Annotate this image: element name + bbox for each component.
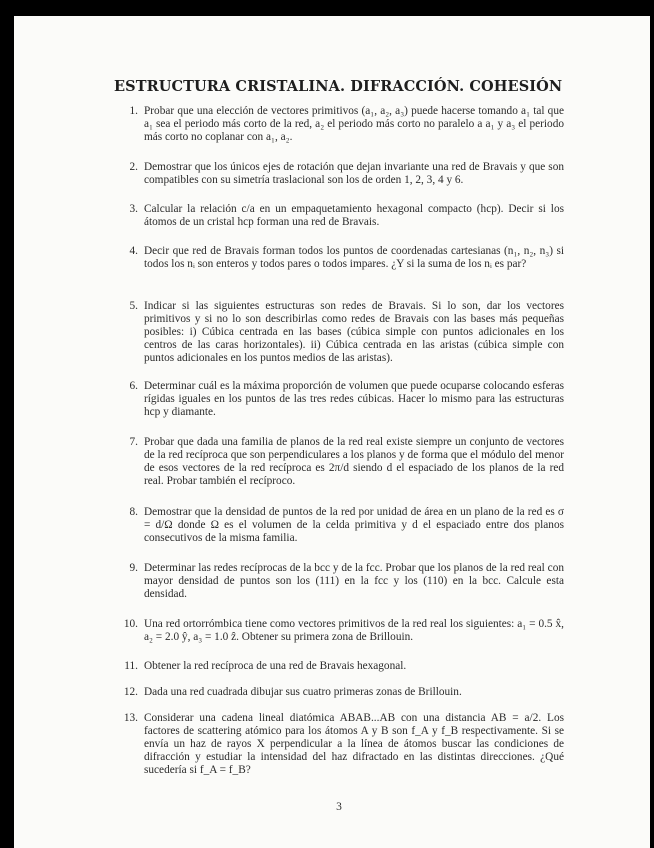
problem-number: 6. — [129, 380, 138, 392]
problem-text: Calcular la relación c/a en un empaquetamiento hexagonal compacto (hcp). Decir si los átomos de un cristal hcp forman una red de Bravais. — [144, 203, 564, 228]
problem-number: 9. — [129, 562, 138, 574]
problem-text: Indicar si las siguientes estructuras son redes de Bravais. Si lo son, dar los vectores primitivos y si no lo son describirlas como redes de Bravais con las bases más pequeñas posibles: i) Cúbica centrada en las bases (cúbica simple con puntos adicionales en los centros de las caras horizontales). ii) Cúbica centrada en las aristas (cúbica simple con puntos adicionales en los puntos medios de las aristas). — [144, 300, 564, 364]
problem-list — [14, 16, 650, 848]
problem-text: Demostrar que la densidad de puntos de la red por unidad de área en un plano de la red es σ = d/Ω donde Ω es el volumen de la celda primitiva y d el espaciado entre dos planos consecutivos de la misma familia. — [144, 506, 564, 544]
problem-text: Determinar cuál es la máxima proporción de volumen que puede ocuparse colocando esferas rígidas iguales en los puntos de las tres redes cúbicas. Hacer lo mismo para las estructuras hcp y diamante. — [144, 380, 564, 418]
problem-text: Probar que una elección de vectores primitivos (a₁, a₂, a₃) puede hacerse tomando a₁ tal que a₁ sea el periodo más corto de la red, a₂ el periodo más corto no paralelo a a₁ y a₃ el periodo más corto no coplanar con a₁, a₂. — [144, 105, 564, 143]
document-page — [14, 16, 650, 848]
problem-number: 3. — [129, 203, 138, 215]
problem-text: Determinar las redes recíprocas de la bcc y de la fcc. Probar que los planos de la red real con mayor densidad de puntos son los (111) en la fcc y los (110) en la bcc. Calcule esta densidad. — [144, 562, 564, 600]
problem-text: Obtener la red recíproca de una red de Bravais hexagonal. — [144, 660, 407, 672]
page-title: ESTRUCTURA CRISTALINA. DIFRACCIÓN. COHESIÓN — [114, 78, 563, 95]
problem-text: Dada una red cuadrada dibujar sus cuatro primeras zonas de Brillouin. — [144, 686, 462, 698]
problem-number: 11. — [124, 660, 138, 672]
problem-number: 1. — [129, 105, 138, 117]
problem-number: 8. — [129, 506, 138, 518]
problem-number: 12. — [123, 686, 138, 698]
page-number: 3 — [336, 801, 342, 813]
problem-number: 2. — [129, 161, 138, 173]
problem-number: 5. — [129, 300, 138, 312]
problem-text: Demostrar que los únicos ejes de rotación que dejan invariante una red de Bravais y que son compatibles con su simetría traslacional son los de orden 1, 2, 3, 4 y 6. — [144, 161, 564, 186]
problem-number: 7. — [129, 436, 138, 448]
problem-text: Probar que dada una familia de planos de la red real existe siempre un conjunto de vectores de la red recíproca que son perpendiculares a los planos y de forma que el módulo del menor de esos vectores de la red recíproca es 2π/d siendo d el espaciado de los planos de la red real. Probar también el recíproco. — [144, 436, 564, 487]
problem-text: Una red ortorrómbica tiene como vectores primitivos de la red real los siguientes: a₁ = 0.5 x̂, a₂ = 2.0 ŷ, a₃ = 1.0 ẑ. Obtener su primera zona de Brillouin. — [144, 618, 564, 643]
problem-text: Decir que red de Bravais forman todos los puntos de coordenadas cartesianas (n₁, n₂, n₃) si todos los nᵢ son enteros y todos pares o todos impares. ¿Y si la suma de los nᵢ es par? — [144, 245, 564, 270]
problem-number: 13. — [123, 712, 138, 724]
problem-number: 10. — [123, 618, 138, 630]
problem-number: 4. — [129, 245, 138, 257]
problem-text: Considerar una cadena lineal diatómica ABAB...AB con una distancia AB = a/2. Los factores de scattering atómico para los átomos A y B son f_A y f_B respectivamente. Si se envía un haz de rayos X perpendicular a la línea de átomos buscar las condiciones de difracción y estudiar la intensidad del haz difractado en las distintas direcciones. ¿Qué sucedería si f_A = f_B? — [144, 712, 564, 776]
